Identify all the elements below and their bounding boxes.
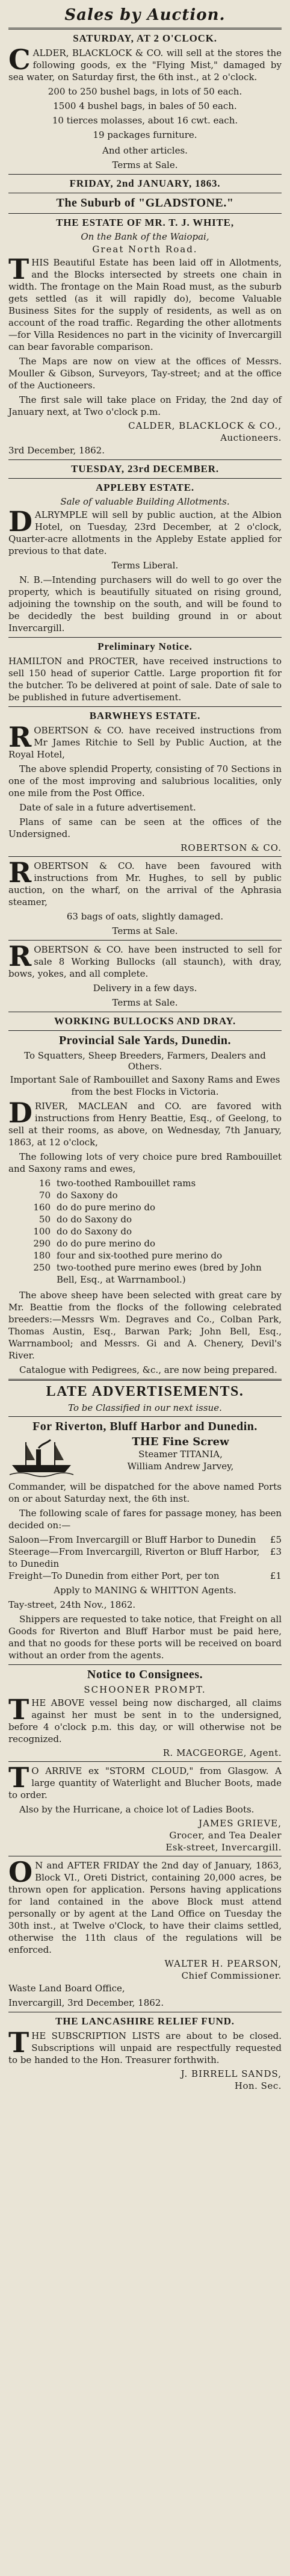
list-item: 70 do Saxony do (39, 1190, 118, 1201)
ad-lancashire (8, 2015, 282, 2091)
ad-title: WORKING BULLOCKS AND DRAY. (54, 1015, 236, 1027)
ad-road: Great North Road. (92, 244, 198, 255)
ad-title: Notice to Consignees. (87, 1668, 203, 1681)
ad-body: HAMILTON and PROCTER, have received instructions to sell 150 head of superior Cattle. Large proportion fit for the butcher. To be delivered at point of sale. Date of sale to be published in future advertisement. (8, 656, 282, 703)
ad-date-line: 3rd December, 1862. (8, 445, 105, 456)
ad-body: THIS Beautiful Estate has been laid off in Allotments, and the Blocks intersected by streets one chain in width. The frontage on the Main Road must, as the suburb gets settled (as it will rapidly do), become Valuable Business Sites for the supply of residents, as well as on account of the road traffic. Regarding the other allotments—for Villa Residences no part in the vicinity of Invercargill can bear favorable comparison. (8, 253, 282, 352)
fare-row: Freight—To Dunedin from either Port, per ton £1 (8, 1570, 282, 1581)
ad-provincial-sale-yards (8, 1034, 282, 1376)
ad-date-note: Date of sale in a future advertisement. (19, 802, 196, 813)
late-advertisements-header (8, 1384, 282, 1413)
ad-plans: Plans of same can be seen at the offices of the Undersigned. (8, 817, 282, 839)
ad-estate: THE ESTATE OF MR. T. J. WHITE, (56, 217, 234, 228)
ad-date-line: Invercargill, 3rd December, 1862. (8, 1997, 164, 2008)
ad-auctioneer: CALDER, BLACKLOCK & CO., (128, 420, 282, 431)
ad-robertson-oats (8, 856, 282, 937)
divider (8, 637, 282, 638)
fare-table (8, 1534, 282, 1582)
ad-title: For Riverton, Bluff Harbor and Dunedin. (32, 1420, 258, 1433)
list-item: 1500 4 bushel bags, in bales of 50 each. (53, 101, 237, 111)
ad-signature: J. BIRRELL SANDS, (180, 2068, 282, 2079)
ad-detail: Delivery in a few days. (93, 983, 197, 994)
ad-heading: SATURDAY, AT 2 O'CLOCK. (73, 33, 217, 44)
ad-signature: ROBERTSON & CO. (180, 842, 282, 853)
ad-consignees (8, 1668, 282, 1758)
section-title: LATE ADVERTISEMENTS. (46, 1384, 244, 1399)
list-item: 100 do do Saxony do (33, 1226, 132, 1237)
list-item: 10 tierces molasses, about 16 cwt. each. (52, 115, 238, 126)
ad-terms: Terms at Sale. (112, 160, 178, 170)
ad-title: Provincial Sale Yards, Dunedin. (58, 1034, 232, 1047)
list-item: 50 do do Saxony do (39, 1214, 132, 1225)
ad-land-notice (8, 1856, 282, 2009)
ad-preliminary (8, 641, 282, 703)
divider (8, 706, 282, 707)
ad-role: Grocer, and Tea Dealer (169, 1830, 282, 1841)
divider (8, 213, 282, 214)
ad-body: DALRYMPLE will sell by public auction, at the Albion Hotel, on Tuesday, 23rd December, at 2 o'clock, Quarter-acre allotments in the Appleby Estate applied for previous to that date. (8, 505, 282, 556)
divider (8, 28, 282, 30)
masthead: Sales by Auction. (64, 6, 226, 24)
ad-signature: R. MACGEORGE, Agent. (162, 1747, 282, 1758)
ad-body: ROBERTSON & CO. have received instructions from Mr James Ritchie to Sell by Public Auction, at the Royal Hotel, (8, 721, 282, 760)
divider (8, 940, 282, 941)
ad-terms: Terms at Sale. (112, 997, 178, 1008)
ad-note: The above sheep have been selected with great care by Mr. Beattie from the flocks of the following celebrated breeders:—Messrs Wm. Degraves and Co., Colban Park, Thomas Austin, Esq., Barwan Park; John Bell, Esq., Warrnambool; and Messrs. Gi and A. Chenery, Devil's River. (8, 1290, 282, 1361)
fare-row: Saloon—From Invercargill or Bluff Harbor to Dunedin £5 (8, 1534, 282, 1545)
divider (8, 856, 282, 857)
ad-title: BARWHEYS ESTATE. (89, 710, 201, 721)
ad-office: Waste Land Board Office, (8, 1983, 125, 1994)
list-item: 16 two-toothed Rambouillet rams (39, 1178, 196, 1189)
ad-barwheys (8, 710, 282, 853)
ad-important: Important Sale of Rambouillet and Saxony Rams and Ewes from the best Flocks in Victoria. (10, 1074, 280, 1097)
list-item: 160 do do pure merino do (33, 1202, 156, 1213)
ad-vessel: SCHOONER PROMPT. (84, 1684, 206, 1695)
steamship-icon (8, 1436, 75, 1478)
ad-apply: Apply to MANING & WHITTON Agents. (54, 1585, 236, 1596)
list-item: 290 do do pure merino do (33, 1238, 156, 1249)
divider (8, 1030, 282, 1031)
list-item: 200 to 250 bushel bags, in lots of 50 each. (48, 86, 242, 97)
ad-nb: N. B.—Intending purchasers will do well to go over the property, which is beautifully situated on rising ground, adjoining the township on the south, and will be found to be decidedly the best building ground in or about Invercargill. (8, 574, 282, 633)
ad-sub: Sale of valuable Building Allotments. (60, 496, 230, 507)
ad-gladstone (8, 178, 282, 456)
ad-also: Also by the Hurricane, a choice lot of Ladies Boots. (19, 1804, 255, 1815)
ad-date-line: Tay-street, 24th Nov., 1862. (8, 1599, 136, 1610)
fare-row: Steerage—From Invercargill, Riverton or Bluff Harbor, to Dunedin £3 (8, 1546, 282, 1569)
list-item: 19 packages furniture. (93, 129, 197, 140)
ad-catalogue: Catalogue with Pedigrees, &c., are now being prepared. (19, 1364, 277, 1375)
ad-shippers: Shippers are requested to take notice, that Freight on all Goods for Riverton and Bluff Harbor must be paid here, and that no goods for these ports will be received on board without an order from the agents. (8, 1614, 282, 1661)
ad-location: On the Bank of the Waiopai, (81, 231, 209, 242)
ad-title: THE LANCASHIRE RELIEF FUND. (55, 2015, 235, 2027)
sheep-list (8, 1177, 282, 1286)
section-sub: To be Classified in our next issue. (68, 1402, 222, 1413)
ad-date: TUESDAY, 23rd DECEMBER. (71, 463, 219, 474)
ad-body: THE ABOVE vessel being now discharged, all claims against her must be sent in to the undersigned, before 4 o'clock p.m. this day, or will otherwise not be recognized. (8, 1693, 282, 1744)
ad-saturday-auction (8, 33, 282, 171)
divider (8, 459, 282, 460)
ad-robertson-bullocks (8, 940, 282, 1009)
list-item: 180 four and six-toothed pure merino do (33, 1250, 223, 1261)
ad-working-bullocks (8, 1015, 282, 1027)
ad-signature: JAMES GRIEVE, (199, 1818, 282, 1829)
ad-sale: The first sale will take place on Friday, the 2nd day of January next, at Two o'clock p.m. (8, 394, 282, 417)
ad-terms: Terms at Sale. (112, 926, 178, 936)
ad-title: APPLEBY ESTATE. (96, 482, 194, 493)
steamer-text: THE Fine Screw Steamer TITANIA, William Andrew Jarvey, (127, 1436, 234, 1472)
item-list (8, 86, 282, 141)
ad-body: TO ARRIVE ex "STORM CLOUD," from Glasgow. A large quantity of Waterlight and Blucher Boots, made to order. (8, 1761, 282, 1800)
ad-appleby (8, 463, 282, 634)
ad-role: Auctioneers. (220, 432, 282, 443)
ad-body: ROBERTSON & CO. have been favoured with instructions from Mr. Hughes, to sell by public auction, on the wharf, on the arrival of the Aphrasia steamer, (8, 856, 282, 907)
ad-date: FRIDAY, 2nd JANUARY, 1863. (69, 178, 221, 189)
ad-address: Esk-street, Invercargill. (165, 1842, 282, 1853)
ad-riverton-steamer (8, 1420, 282, 1661)
ad-storm-cloud (8, 1761, 282, 1853)
ad-role: Hon. Sec. (234, 2080, 282, 2091)
ad-body: Commander, will be dispatched for the above named Ports on or about Saturday next, the 6th inst. (8, 1481, 282, 1504)
ad-body-2: The following lots of very choice pure bred Rambouillet and Saxony rams and ewes, (8, 1151, 282, 1174)
ad-role: Chief Commissioner. (181, 1970, 282, 1981)
steamer-block (8, 1436, 282, 1478)
list-item: 250 two-toothed pure merino ewes (bred by John Bell, Esq., at Warrnambool.) (33, 1262, 262, 1285)
ad-terms: Terms Liberal. (111, 560, 179, 571)
ad-body: ROBERTSON & CO. have been instructed to sell for sale 8 Working Bullocks (all staunch), with dray, bows, yokes, and all complete. (8, 940, 282, 979)
divider (8, 478, 282, 479)
ad-title: Preliminary Notice. (97, 641, 193, 652)
ad-title: The Suburb of "GLADSTONE." (56, 196, 234, 210)
ad-detail: 63 bags of oats, slightly damaged. (66, 911, 224, 922)
ad-body-2: The above splendid Property, consisting of 70 Sections in one of the most improving and salubrious localities, only one mile from the Post Office. (8, 764, 282, 798)
divider (8, 1416, 282, 1417)
ad-plans: The Maps are now on view at the offices of Messrs. Mouller & Gibson, Surveyors, Tay-street; and at the office of the Auctioneers. (8, 356, 282, 391)
ad-body: ON and AFTER FRIDAY the 2nd day of January, 1863, Block VI., Oreti District, containing 20,000 acres, be thrown open for application. Persons having applications for land contained in the above Block must attend personally or by agent at the Land Office on Tuesday the 30th inst., at Twelve o'Clock, to have their claims settled, otherwise the 11th claus of the regulations will be enforced. (8, 1856, 282, 1955)
divider (8, 1761, 282, 1762)
divider (8, 174, 282, 175)
ad-extra: And other articles. (102, 145, 188, 156)
ad-body: CALDER, BLACKLOCK & CO. will sell at the stores the following goods, ex the "Flying Mist," damaged by sea water, on Saturday first, the 6th inst., at 2 o'clock. (8, 43, 282, 82)
ad-body: THE SUBSCRIPTION LISTS are about to be closed. Subscriptions will unpaid are respectfully requested to be handed to the Hon. Treasurer forthwith. (8, 2026, 282, 2065)
ad-to: To Squatters, Sheep Breeders, Farmers, Dealers and Others. (24, 1050, 266, 1072)
ad-fares-intro: The following scale of fares for passage money, has been decided on:— (8, 1508, 282, 1531)
divider (8, 1379, 282, 1381)
ad-signature: WALTER H. PEARSON, (164, 1958, 282, 1969)
divider (8, 1664, 282, 1665)
ad-body: DRIVER, MACLEAN and CO. are favored with instructions from Henry Beattie, Esq., of Geelong, to sell at their rooms, as above, on Wednesday, 7th January, 1863, at 12 o'clock, (8, 1097, 282, 1148)
